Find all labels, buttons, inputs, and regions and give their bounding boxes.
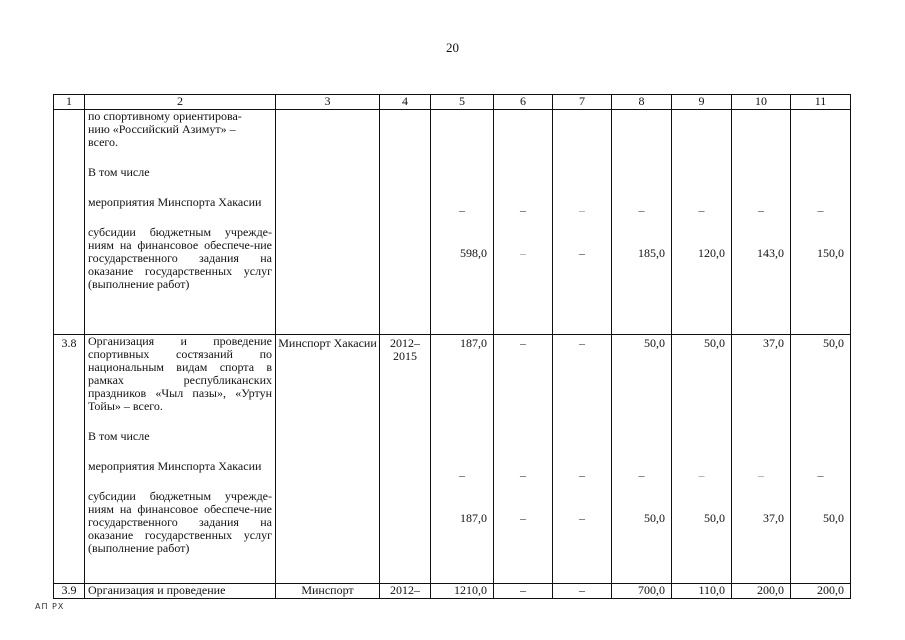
- years-cell: 2012–: [380, 584, 431, 599]
- value-cell: – 185,0: [612, 110, 672, 335]
- header-row: [54, 95, 851, 110]
- value-cell: 110,0: [672, 584, 732, 599]
- table-row: [54, 584, 851, 599]
- col-header-9: 9: [672, 95, 732, 110]
- value-cell: – 143,0: [732, 110, 791, 335]
- years-cell: [380, 110, 431, 335]
- value-cell: 1210,0: [431, 584, 494, 599]
- col-header-8: 8: [612, 95, 672, 110]
- row-description: [85, 110, 276, 335]
- col-header-5: 5: [431, 95, 494, 110]
- events-label: мероприятия Минспорта Хакасии: [88, 459, 262, 473]
- value-cell: 187,0 – 187,0: [431, 335, 494, 584]
- page-number: 20: [446, 40, 459, 55]
- description-line: по спортивному ориентирова-: [88, 109, 242, 123]
- value-cell: 50,0 – 50,0: [791, 335, 851, 584]
- col-header-2: 2: [85, 95, 276, 110]
- value-cell: – 120,0: [672, 110, 732, 335]
- events-label: мероприятия Минспорта Хакасии: [88, 195, 262, 209]
- row-description: [85, 335, 276, 584]
- value-cell: 200,0: [732, 584, 791, 599]
- value-cell: 50,0 – 50,0: [612, 335, 672, 584]
- value-cell: 200,0: [791, 584, 851, 599]
- col-header-7: 7: [553, 95, 612, 110]
- in-total-label: В том числе: [88, 429, 150, 443]
- value-cell: 700,0: [612, 584, 672, 599]
- value-cell: – –: [494, 110, 553, 335]
- program-table: [53, 94, 851, 599]
- value-cell: 37,0 – 37,0: [732, 335, 791, 584]
- table-row: [54, 335, 851, 584]
- value-cell: 50,0 – 50,0: [672, 335, 732, 584]
- value-cell: – 150,0: [791, 110, 851, 335]
- col-header-11: 11: [791, 95, 851, 110]
- col-header-6: 6: [494, 95, 553, 110]
- archive-stamp: АП РХ: [35, 602, 65, 611]
- years-cell: 2012–2015: [380, 335, 431, 584]
- row-number: [54, 110, 85, 335]
- table-row: [54, 110, 851, 335]
- col-header-10: 10: [732, 95, 791, 110]
- value-cell: – –: [553, 110, 612, 335]
- row-description: Организация и проведение: [85, 584, 276, 599]
- value-cell: – – –: [553, 335, 612, 584]
- responsible-cell: Минспорт Хакасии: [276, 335, 380, 584]
- col-header-3: 3: [276, 95, 380, 110]
- value-cell: –: [494, 584, 553, 599]
- value-cell: – 598,0: [431, 110, 494, 335]
- responsible-cell: [276, 110, 380, 335]
- in-total-label: В том числе: [88, 165, 150, 179]
- description-line: нию «Российский Азимут» –: [88, 122, 236, 136]
- subsidies-label: субсидии бюджетным учрежде-ниям на финансовое обеспече-ние государственного задания на оказание государственных услуг (выполнение работ): [88, 225, 272, 291]
- value-cell: – – –: [494, 335, 553, 584]
- description-text: Организация и проведение спортивных состязаний по национальным видам спорта в рамках республиканских праздников «Чыл пазы», «Уртун Тойы» – всего.: [88, 334, 272, 413]
- row-number: 3.9: [54, 584, 85, 599]
- col-header-4: 4: [380, 95, 431, 110]
- value-cell: –: [553, 584, 612, 599]
- subsidies-label: субсидии бюджетным учрежде-ниям на финансовое обеспече-ние государственного задания на оказание государственных услуг (выполнение работ): [88, 489, 272, 555]
- description-line: всего.: [88, 135, 119, 149]
- row-number: 3.8: [54, 335, 85, 584]
- responsible-cell: Минспорт: [276, 584, 380, 599]
- col-header-1: 1: [54, 95, 85, 110]
